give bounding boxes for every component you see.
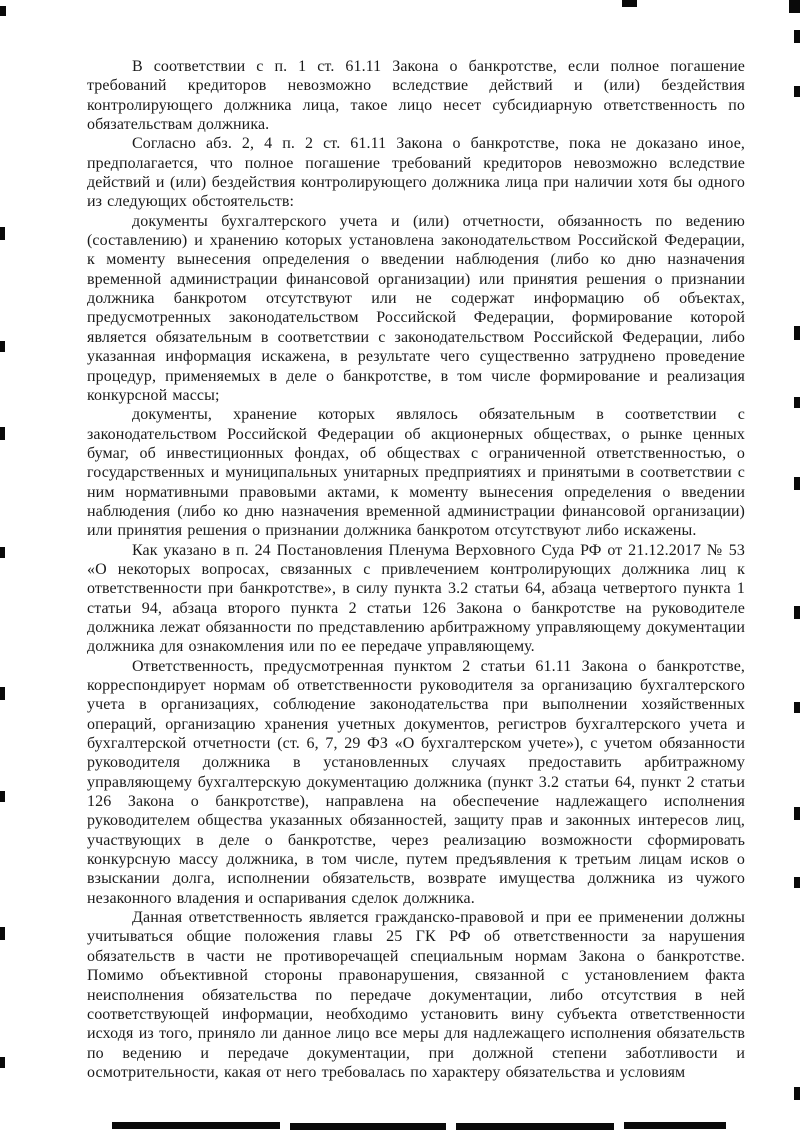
scan-edge-mark xyxy=(794,877,800,888)
scan-edge-mark xyxy=(794,30,800,43)
paragraph: В соответствии с п. 1 ст. 61.11 Закона о банкротстве, если полное погашение требований кредиторов невозможно вследствие действий и (или) бездействия контролирующего должника лица, такое лицо несет субсидиарную ответственность по обязательствам должника. xyxy=(87,58,745,134)
document-text xyxy=(87,57,745,1082)
scan-edge-mark xyxy=(622,0,637,7)
scan-edge-mark xyxy=(794,1087,800,1100)
scan-edge-mark xyxy=(789,0,800,13)
scan-edge-mark xyxy=(624,1122,726,1129)
paragraph: документы, хранение которых являлось обязательным в соответствии с законодательством Российской Федерации об акционерных обществах, о рынке ценных бумаг, об инвестиционных фондах, об обществах с ограниченной ответственностью, о государственных и муниципальных унитарных предприятиях и принятыми в соответствии с ним нормативными правовыми актами, к моменту вынесения определения о введении наблюдения (либо ко дню назначения временной администрации финансовой организации) или принятия решения о признании должника банкротом отсутствуют либо искажены. xyxy=(87,406,745,540)
scan-edge-mark xyxy=(0,427,5,440)
scan-edge-mark xyxy=(0,687,5,700)
scan-edge-mark xyxy=(0,547,5,558)
paragraph: Ответственность, предусмотренная пунктом 2 статьи 61.11 Закона о банкротстве, корреспондирует нормам об ответственности руководителя за организацию бухгалтерского учета в организациях, соблюдение законодательства при выполнении хозяйственных операций, организацию хранения учетных документов, регистров бухгалтерского учета и бухгалтерской отчетности (ст. 6, 7, 29 ФЗ «О бухгалтерском учете»), с учетом обязанности руководителя должника в установленных случаях предоставить арбитражному управляющему бухгалтерскую документацию должника (пункт 3.2 статьи 64, пункт 2 статьи 126 Закона о банкротстве), направлена на обеспечение надлежащего исполнения руководителем общества указанных обязанностей, защиту прав и законных интересов лиц, участвующих в деле о банкротстве, через реализацию возможности сформировать конкурсную массу должника, в том числе, путем предъявления к третьим лицам исков о взыскании долга, исполнении обязательств, возврате имущества должника из чужого незаконного владения и оспаривания сделок должника. xyxy=(87,657,745,907)
scan-edge-mark xyxy=(112,1122,280,1129)
paragraph: документы бухгалтерского учета и (или) отчетности, обязанность по ведению (составлению) и хранению которых установлена законодательством Российской Федерации, к моменту вынесения определения о введении наблюдения (либо ко дню назначения временной администрации финансовой организации) или принятия решения о признании должника банкротом отсутствуют или не содержат информацию об объектах, предусмотренных законодательством Российской Федерации, формирование которой является обязательным в соответствии с законодательством Российской Федерации, либо указанная информация искажена, в результате чего существенно затруднено проведение процедур, применяемых в деле о банкротстве, в том числе формирование и реализация конкурсной массы; xyxy=(87,212,745,404)
scan-edge-mark xyxy=(794,702,800,713)
scan-edge-mark xyxy=(794,606,800,619)
scan-edge-mark xyxy=(794,397,800,408)
paragraph: Согласно абз. 2, 4 п. 2 ст. 61.11 Закона о банкротстве, пока не доказано иное, предполагается, что полное погашение требований кредиторов невозможно вследствие действий и (или) бездействия контролирующего должника лица при наличии хотя бы одного из следующих обстоятельств: xyxy=(87,135,745,211)
scan-edge-mark xyxy=(0,6,6,16)
scan-edge-mark xyxy=(0,341,5,352)
scan-edge-mark xyxy=(290,1123,446,1130)
scan-edge-mark xyxy=(0,791,5,802)
scan-edge-mark xyxy=(456,1123,614,1130)
scan-edge-mark xyxy=(794,86,800,97)
scan-edge-mark xyxy=(794,477,800,490)
paragraph: Как указано в п. 24 Постановления Пленума Верховного Суда РФ от 21.12.2017 № 53 «О некоторых вопросах, связанных с привлечением контролирующих должника лиц к ответственности при банкротстве», в силу пункта 3.2 статьи 64, абзаца четвертого пункта 1 статьи 94, абзаца второго пункта 2 статьи 126 Закона о банкротстве на руководителе должника лежат обязанности по представлению арбитражному управляющему документации должника для ознакомления или по ее передаче управляющему. xyxy=(87,541,745,656)
scan-edge-mark xyxy=(794,807,800,820)
scan-edge-mark xyxy=(0,927,5,940)
scan-edge-mark xyxy=(0,1057,5,1068)
scan-edge-mark xyxy=(0,227,5,240)
paragraph: Данная ответственность является гражданско-правовой и при ее применении должны учитываться общие положения главы 25 ГК РФ об ответственности за нарушения обязательств в части не противоречащей специальным нормам Закона о банкротстве. Помимо объективной стороны правонарушения, связанной с установлением факта неисполнения обязательства по передаче документации, либо отсутствия в ней соответствующей информации, необходимо установить вину субъекта ответственности исходя из того, приняло ли данное лицо все меры для надлежащего исполнения обязательств по ведению и передаче документации, при должной степени заботливости и осмотрительности, какая от него требовалась по характеру обязательства и условиям xyxy=(87,909,745,1081)
scan-edge-mark xyxy=(794,326,800,340)
